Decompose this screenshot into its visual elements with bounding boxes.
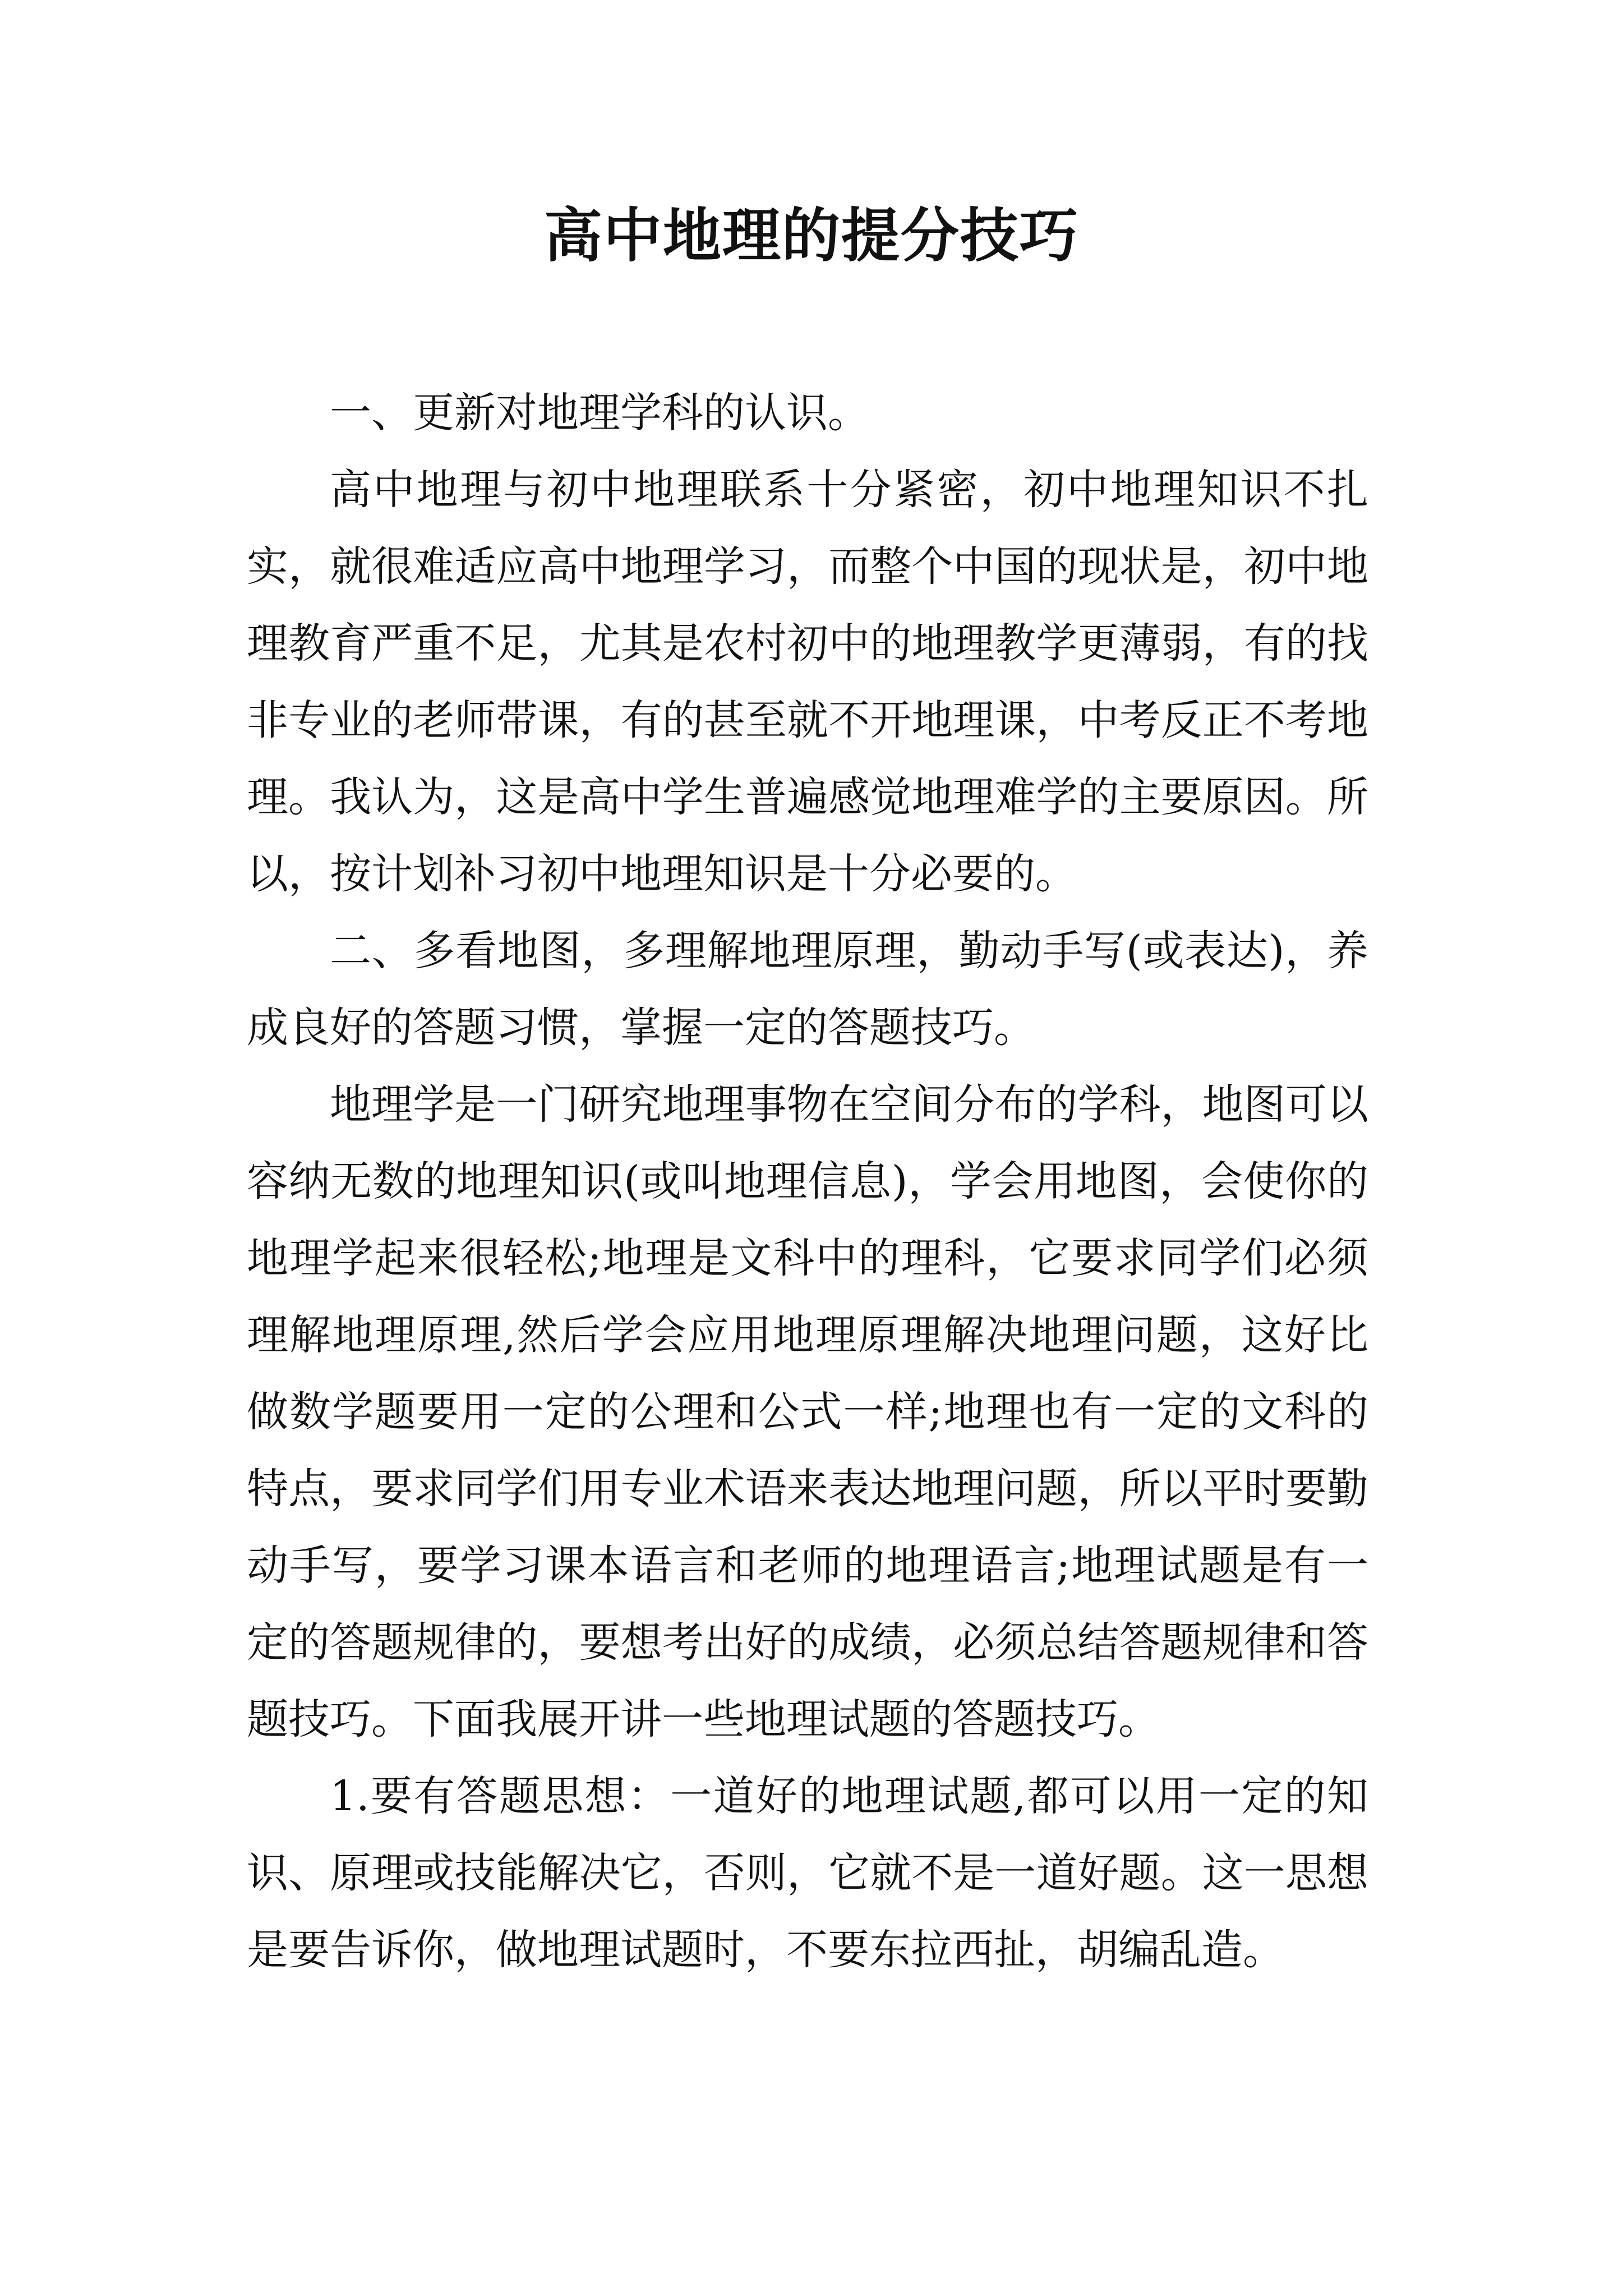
paragraph: 高中地理与初中地理联系十分紧密，初中地理知识不扎实，就很难适应高中地理学习，而整个中国的现状是，初中地理教育严重不足，尤其是农村初中的地理教学更薄弱，有的找非专业的老师带课，有的甚至就不开地理课，中考反正不考地理。我认为，这是高中学生普遍感觉地理难学的主要原因。所以，按计划补习初中地理知识是十分必要的。 <box>247 466 1368 898</box>
document-title: 高中地理的提分技巧 <box>543 201 1079 270</box>
document-body <box>247 375 1368 1989</box>
paragraph: 1.要有答题思想：一道好的地理试题,都可以用一定的知识、原理或技能解决它，否则，它就不是一道好题。这一思想是要告诉你，做地理试题时，不要东拉西扯，胡编乱造。 <box>247 1772 1368 1974</box>
paragraph-heading-2: 二、多看地图，多理解地理原理，勤动手写(或表达)，养成良好的答题习惯，掌握一定的答题技巧。 <box>247 927 1368 1052</box>
paragraph-heading-1: 一、更新对地理学科的认识。 <box>330 389 869 437</box>
paragraph: 地理学是一门研究地理事物在空间分布的学科，地图可以容纳无数的地理知识(或叫地理信息)，学会用地图，会使你的地理学起来很轻松;地理是文科中的理科，它要求同学们必须理解地理原理,然后学会应用地理原理解决地理问题，这好比做数学题要用一定的公理和公式一样;地理也有一定的文科的特点，要求同学们用专业术语来表达地理问题，所以平时要勤动手写，要学习课本语言和老师的地理语言;地理试题是有一定的答题规律的，要想考出好的成绩，必须总结答题规律和答题技巧。下面我展开讲一些地理试题的答题技巧。 <box>247 1080 1368 1743</box>
